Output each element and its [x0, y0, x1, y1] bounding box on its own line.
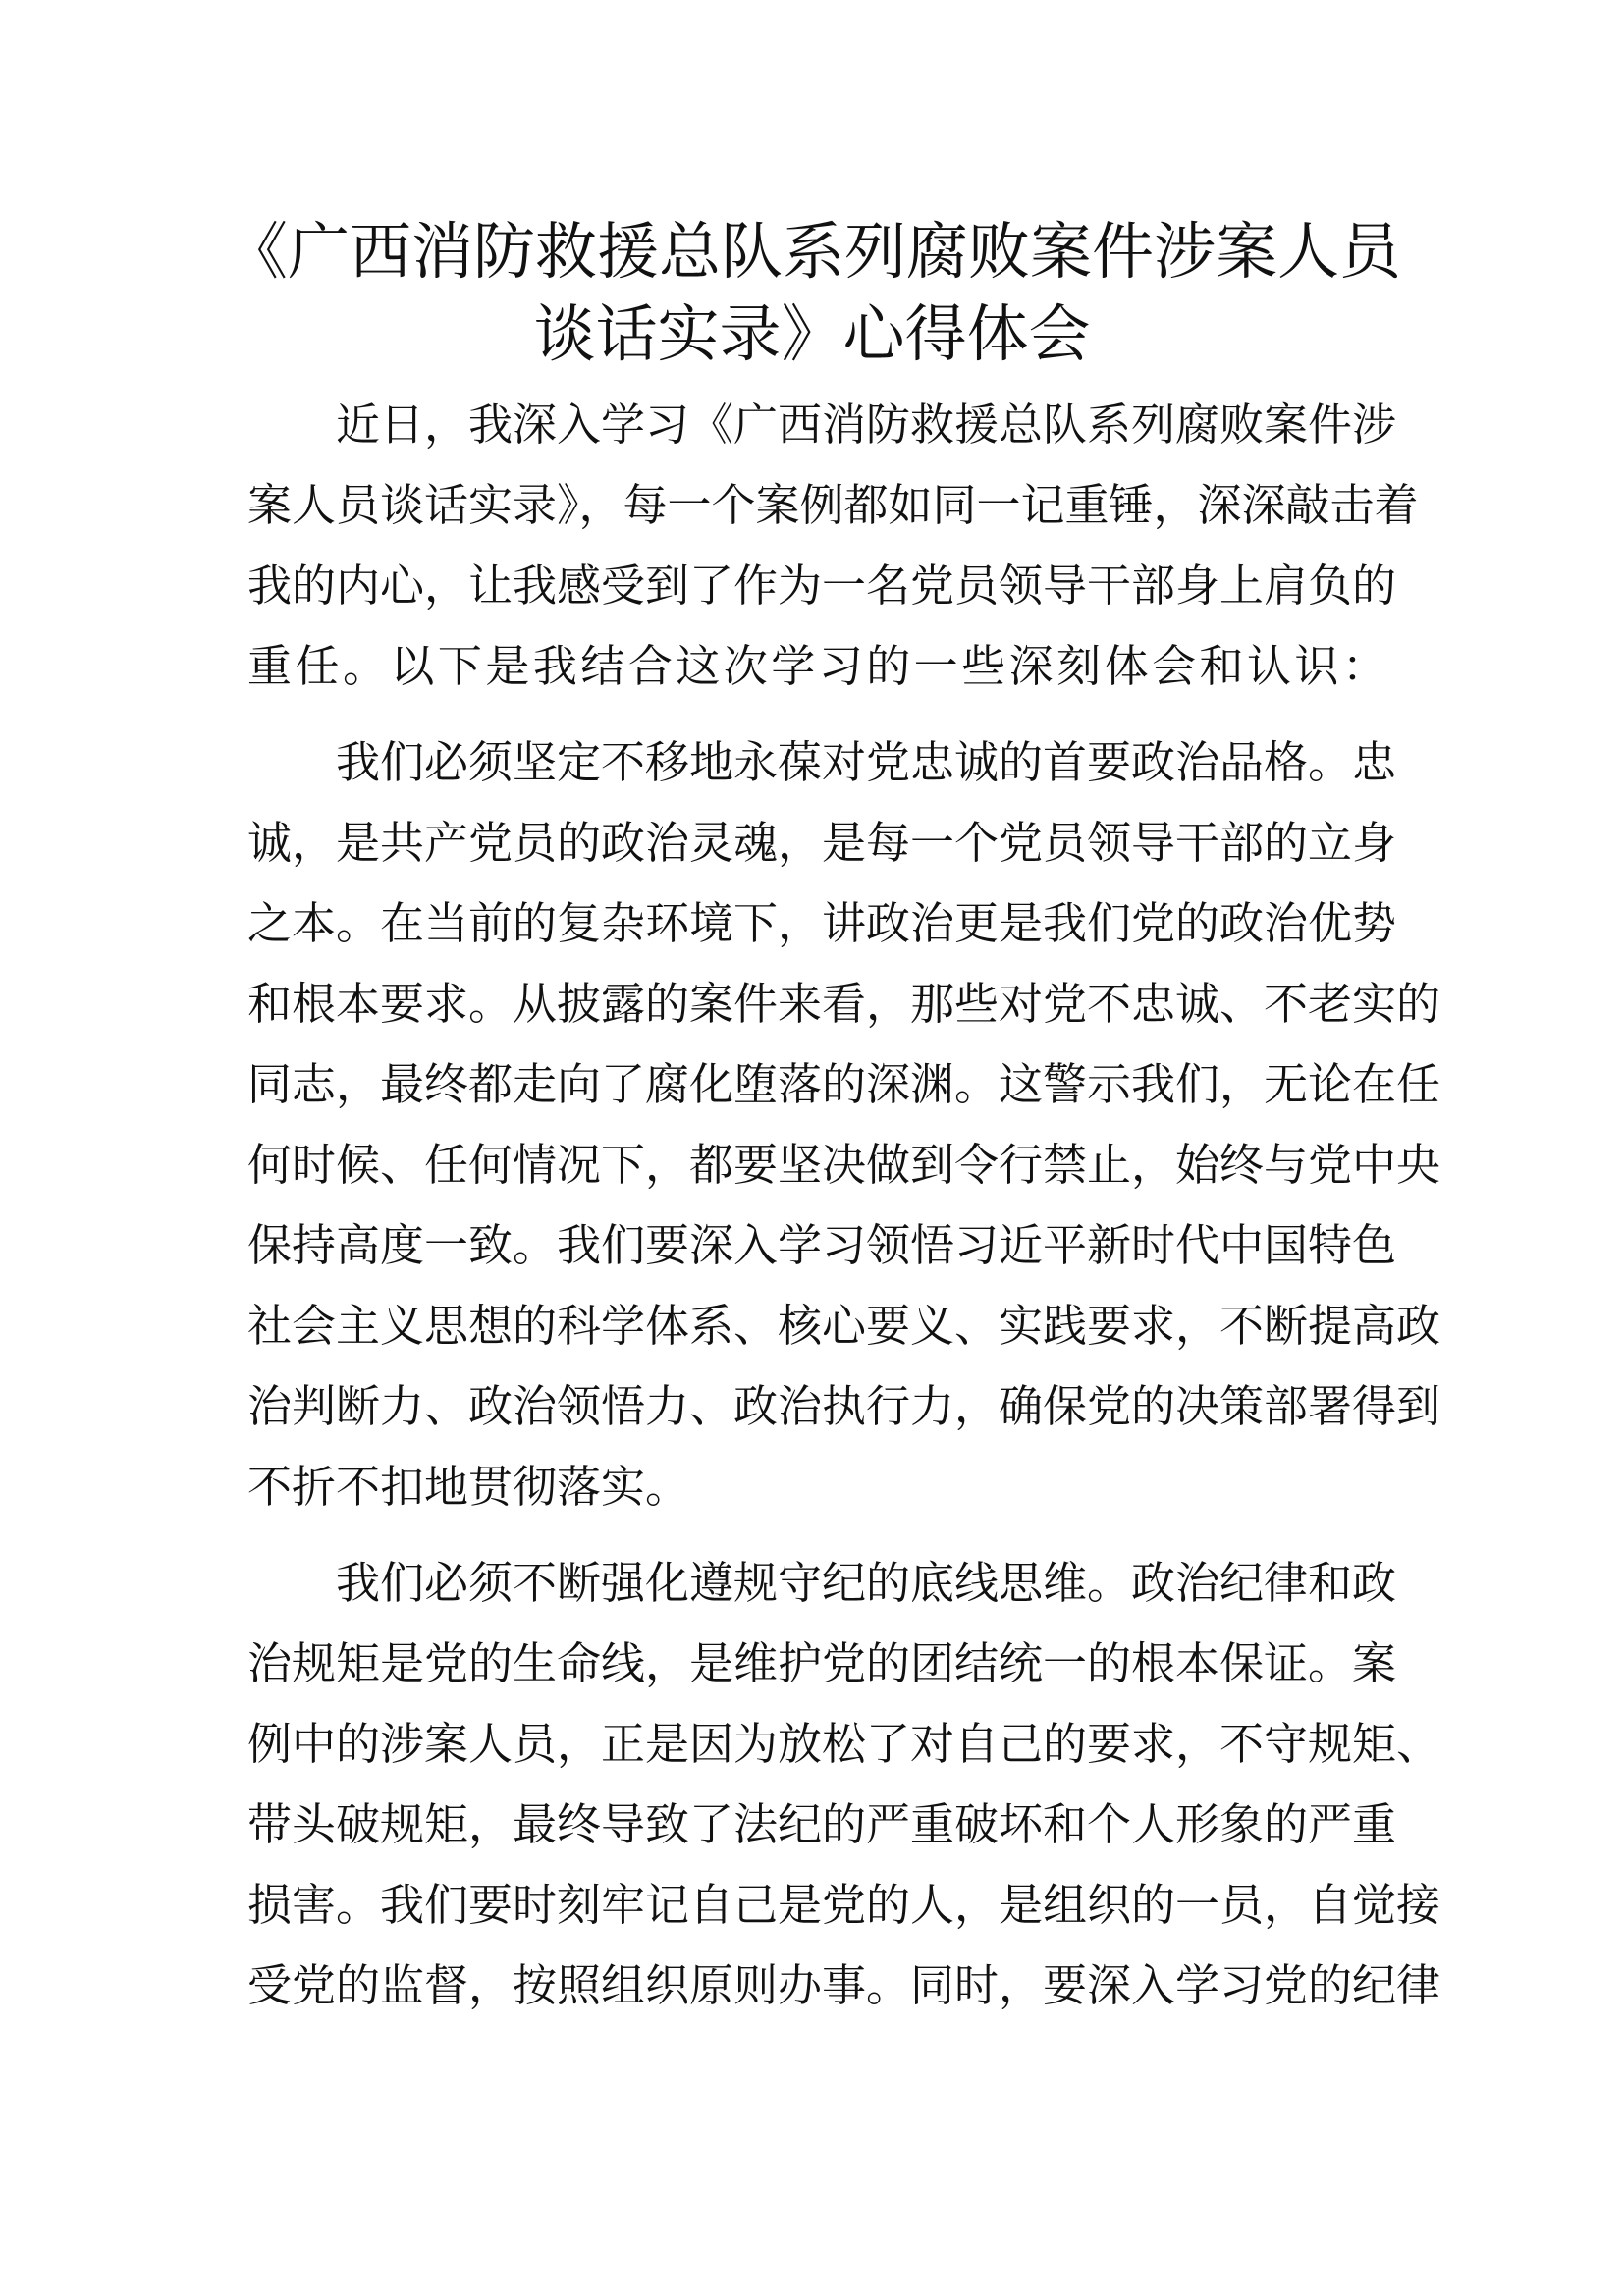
text-line: 保持高度一致。我们要深入学习领悟习近平新时代中国特色 — [247, 1219, 1397, 1271]
document-body — [247, 385, 1441, 2026]
text-line: 案人员谈话实录》，每一个案例都如同一记重锤，深深敲击着 — [247, 479, 1419, 531]
text-line: 之本。在当前的复杂环境下，讲政治更是我们党的政治优势 — [247, 897, 1397, 949]
text-line: 社会主义思想的科学体系、核心要义、实践要求，不断提高政 — [247, 1300, 1441, 1352]
text-line: 近日，我深入学习《广西消防救援总队系列腐败案件涉 — [336, 399, 1397, 451]
paragraph-loyalty — [247, 722, 1441, 1527]
paragraph-intro — [247, 385, 1419, 707]
text-line: 我的内心，让我感受到了作为一名党员领导干部身上肩负的 — [247, 560, 1397, 612]
text-line: 我们必须坚定不移地永葆对党忠诚的首要政治品格。忠 — [336, 736, 1397, 788]
text-line: 同志，最终都走向了腐化堕落的深渊。这警示我们，无论在任 — [247, 1058, 1441, 1110]
text-line: 诚，是共产党员的政治灵魂，是每一个党员领导干部的立身 — [247, 817, 1397, 869]
text-line: 带头破规矩，最终导致了法纪的严重破坏和个人形象的严重 — [247, 1798, 1397, 1850]
text-line: 和根本要求。从披露的案件来看，那些对党不忠诚、不老实的 — [247, 978, 1441, 1030]
text-line: 我们必须不断强化遵规守纪的底线思维。政治纪律和政 — [336, 1557, 1397, 1609]
document-title — [226, 211, 1401, 376]
text-line: 何时候、任何情况下，都要坚决做到令行禁止，始终与党中央 — [247, 1139, 1441, 1191]
title-line: 《广西消防救援总队系列腐败案件涉案人员 — [226, 216, 1401, 288]
text-line: 不折不扣地贯彻落实。 — [247, 1461, 690, 1513]
text-line: 损害。我们要时刻牢记自己是党的人，是组织的一员，自觉接 — [247, 1879, 1441, 1931]
paragraph-discipline — [247, 1543, 1441, 2026]
text-line: 重任。以下是我结合这次学习的一些深刻体会和认识： — [247, 640, 1386, 692]
text-line: 治规矩是党的生命线，是维护党的团结统一的根本保证。案 — [247, 1637, 1397, 1689]
paragraph-spacing — [247, 1527, 1386, 1543]
text-line: 治判断力、政治领悟力、政治执行力，确保党的决策部署得到 — [247, 1380, 1441, 1432]
paragraph-spacing — [247, 707, 1386, 722]
title-line: 谈话实录》心得体会 — [533, 298, 1091, 370]
text-line: 受党的监督，按照组织原则办事。同时，要深入学习党的纪律 — [247, 1959, 1441, 2011]
text-line: 例中的涉案人员，正是因为放松了对自己的要求，不守规矩、 — [247, 1718, 1441, 1770]
